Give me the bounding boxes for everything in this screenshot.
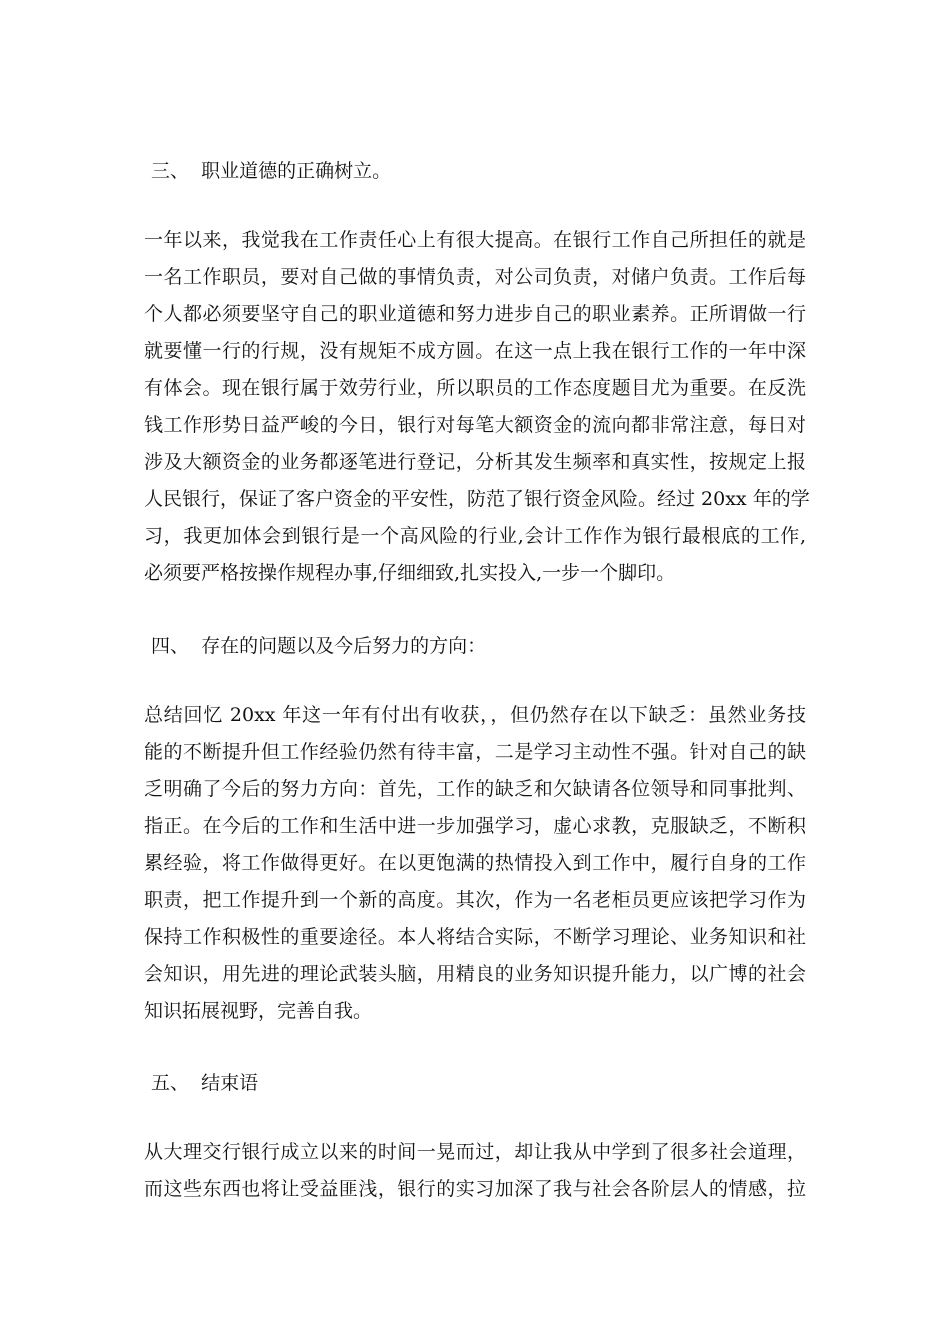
text-line: 钱工作形势日益严峻的今日，银行对每笔大额资金的流向都非常注意，每日对 [144,414,806,436]
text-line: 就要懂一行的行规，没有规矩不成方圆。在这一点上我在银行工作的一年中深 [144,340,806,362]
text-line: 会知识，用先进的理论武装头脑，用精良的业务知识提升能力，以广博的社会 [144,963,806,985]
text-line: 保持工作积极性的重要途径。本人将结合实际，不断学习理论、业务知识和社 [144,926,806,948]
text-line: 知识拓展视野，完善自我。 [144,1000,373,1022]
text-line: 指正。在今后的工作和生活中进一步加强学习，虚心求教，克服缺乏，不断积 [144,815,806,837]
text-line: 而这些东西也将让受益匪浅，银行的实习加深了我与社会各阶层人的情感，拉 [144,1178,806,1200]
section-body-5 [144,1134,806,1208]
text-line: 习，我更加体会到银行是一个高风险的行业,会计工作作为银行最根底的工作, [144,525,806,547]
text-line: 个人都必须要坚守自己的职业道德和努力进步自己的职业素养。正所谓做一行 [144,303,806,325]
text-line: 涉及大额资金的业务都逐笔进行登记，分析其发生频率和真实性，按规定上报 [144,451,806,473]
section-body-3 [144,222,810,592]
text-line: 一名工作职员，要对自己做的事情负责，对公司负责，对储户负责。工作后每 [144,266,806,288]
text-line: 一年以来，我觉我在工作责任心上有很大提高。在银行工作自己所担任的就是 [144,229,806,251]
text-line: 必须要严格按操作规程办事,仔细细致,扎实投入,一步一个脚印。 [144,562,676,584]
text-line: 人民银行，保证了客户资金的平安性，防范了银行资金风险。经过 20xx 年的学 [144,488,810,510]
section-body-4 [144,697,806,1030]
text-line: 累经验，将工作做得更好。在以更饱满的热情投入到工作中，履行自身的工作 [144,852,806,874]
text-line: 职责，把工作提升到一个新的高度。其次，作为一名老柜员更应该把学习作为 [144,889,806,911]
text-line: 乏明确了今后的努力方向：首先，工作的缺乏和欠缺请各位领导和同事批判、 [144,778,806,800]
section-heading-4: 四、 存在的问题以及今后努力的方向： [151,635,487,657]
text-line: 能的不断提升但工作经验仍然有待丰富，二是学习主动性不强。针对自己的缺 [144,741,806,763]
text-line: 有体会。现在银行属于效劳行业，所以职员的工作态度题目尤为重要。在反洗 [144,377,806,399]
text-line: 总结回忆 20xx 年这一年有付出有收获，，但仍然存在以下缺乏：虽然业务技 [144,704,806,726]
section-heading-3: 三、 职业道德的正确树立。 [151,160,392,182]
text-line: 从大理交行银行成立以来的时间一晃而过，却让我从中学到了很多社会道理， [144,1141,806,1163]
section-heading-5: 五、 结束语 [151,1072,259,1094]
